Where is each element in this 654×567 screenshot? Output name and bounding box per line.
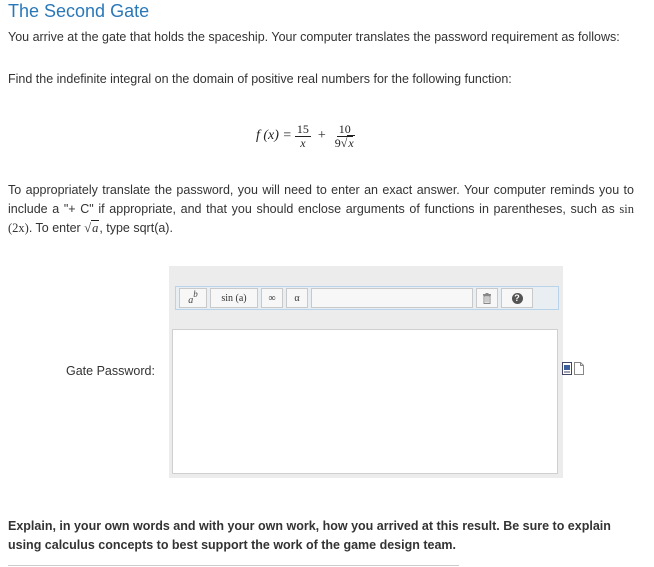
power-button[interactable]: a b (179, 288, 207, 308)
answer-panel (169, 266, 563, 478)
function-formula (256, 116, 360, 156)
trash-icon (482, 293, 492, 304)
infinity-button[interactable]: ∞ (261, 288, 283, 308)
formula-plus: + (317, 128, 326, 143)
gate-password-label: Gate Password: (66, 364, 155, 378)
example-function: sin (2x) (8, 202, 634, 235)
page-title: The Second Gate (8, 1, 150, 21)
equation-toolbar (175, 286, 559, 310)
equation-editor-icon[interactable] (562, 362, 572, 375)
answer-editor[interactable] (172, 329, 558, 474)
alpha-button[interactable]: α (286, 288, 308, 308)
sqrt-example: √a (84, 221, 99, 235)
fraction-term1: $\frac{15}{x}$ (296, 121, 309, 150)
help-button[interactable] (501, 288, 533, 308)
formula-lhs: f (x) = (256, 128, 292, 143)
side-icons (562, 362, 584, 375)
explain-prompt: Explain, in your own words and with your own work, how you arrived at this result. Be sure to explain using calculus concepts to best support the work of the game design team. (8, 519, 611, 552)
sin-button[interactable]: sin (a) (210, 288, 258, 308)
help-icon: ? (512, 293, 523, 304)
file-icon[interactable] (574, 362, 584, 375)
fraction-term2: $\frac{10}{9√x}$ (334, 121, 354, 150)
intro-text: You arrive at the gate that holds the spaceship. Your computer translates the password requirement as follows: (8, 30, 620, 44)
trash-button[interactable] (476, 288, 498, 308)
instructions-text: To appropriately translate the password, you will need to enter an exact answer. Your computer reminds you to include a "+ C" if appropriate, and that you should enclose arguments of functions in parentheses, such as sin (2x). To enter √a, type sqrt(a). (8, 183, 634, 235)
explain-input-top-border[interactable] (8, 565, 459, 566)
toolbar-spacer (311, 288, 473, 308)
task-text: Find the indefinite integral on the domain of positive real numbers for the following function: (8, 72, 512, 86)
